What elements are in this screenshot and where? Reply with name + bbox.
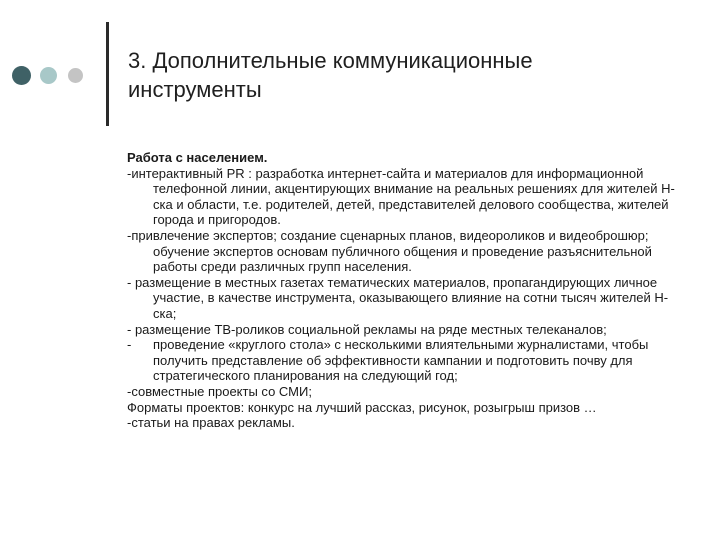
slide-title-line2: инструменты xyxy=(128,77,262,102)
teal-circle-icon xyxy=(40,67,57,84)
list-item: Форматы проектов: конкурс на лучший рассказ, рисунок, розыгрыш призов … xyxy=(127,399,597,415)
list-item: -интерактивный PR : разработка интернет-сайта и материалов для информационной телефонной линии, акцентирующих внимание на реальных решениях для жителей Н-ска и области, т.е. родителей, детей, представителей делового сообщества, жителей города и пригородов. xyxy=(127,165,675,228)
bullet-item xyxy=(127,337,687,384)
dark-circle-icon xyxy=(12,66,31,85)
section-heading: Работа с населением. xyxy=(127,150,268,165)
bullet-text: проведение «круглого стола» с несколькими влиятельными журналистами, чтобы получить представление об эффективности кампании и подготовить почву для стратегического планирования на следующий год; xyxy=(153,337,649,384)
slide-title-line1: 3. Дополнительные коммуникационные xyxy=(128,48,533,73)
list-item: - размещение ТВ-роликов социальной рекламы на ряде местных телеканалов; xyxy=(127,321,607,337)
title-divider xyxy=(106,22,109,126)
slide-body xyxy=(127,150,687,431)
slide-title xyxy=(128,46,688,104)
list-item: -статьи на правах рекламы. xyxy=(127,415,295,431)
list-item: -привлечение экспертов; создание сценарных планов, видеороликов и видеоброшюр; обучение экспертов основам публичного общения и проведение разъяснительной работы среди различных групп населения. xyxy=(127,227,652,275)
gray-circle-icon xyxy=(68,68,83,83)
bullet-marker: - xyxy=(127,337,132,353)
list-item: - размещение в местных газетах тематических материалов, пропагандирующих личное участие, в качестве инструмента, оказывающего влияние на сотни тысяч жителей Н-ска; xyxy=(127,274,669,321)
list-item: -совместные проекты со СМИ; xyxy=(127,383,312,399)
